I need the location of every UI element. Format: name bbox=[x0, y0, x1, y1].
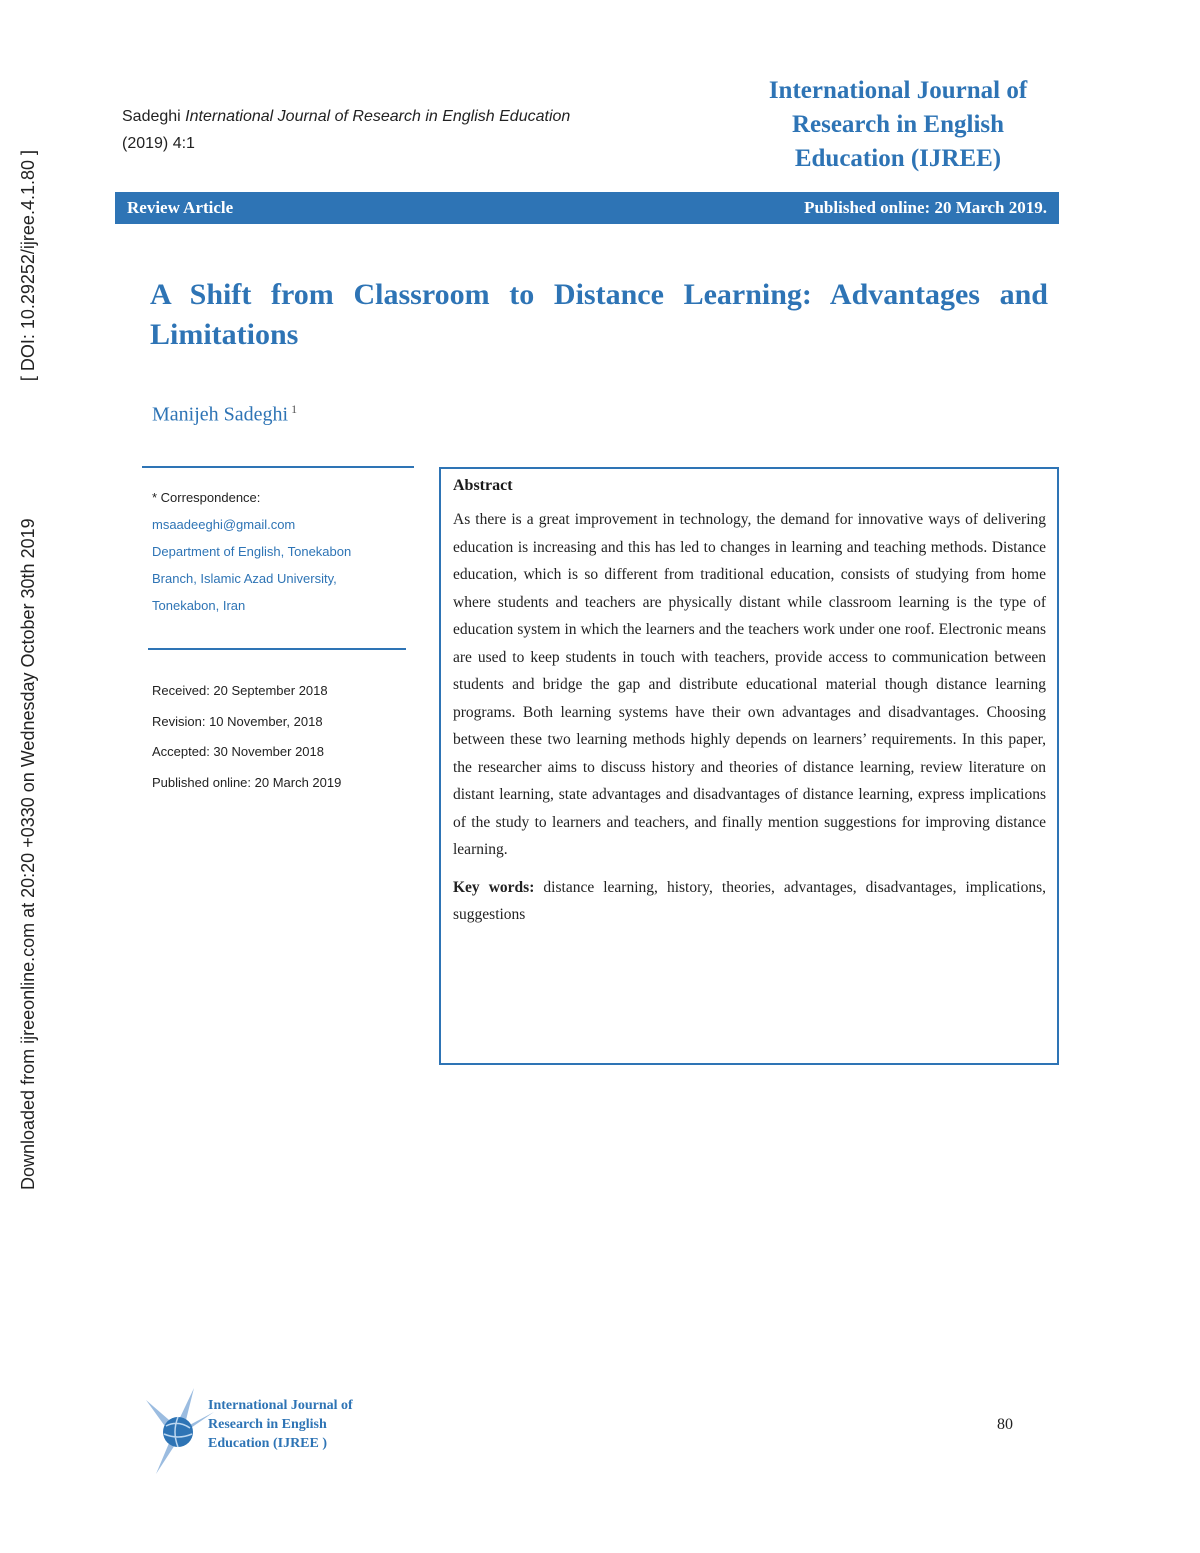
logo-line: International Journal of bbox=[208, 1398, 353, 1413]
address-line: Department of English, Tonekabon bbox=[152, 544, 352, 559]
article-dates bbox=[152, 676, 422, 798]
journal-header-line: Education (IJREE) bbox=[794, 145, 1002, 172]
received-date: Received: 20 September 2018 bbox=[152, 683, 328, 698]
article-title: A Shift from Classroom to Distance Learning: Advantages and Limitations bbox=[150, 278, 1048, 351]
citation-volume: (2019) 4:1 bbox=[122, 135, 195, 152]
divider bbox=[148, 648, 406, 650]
published-date-banner: Published online: 20 March 2019. bbox=[804, 198, 1047, 217]
address-line: Tonekabon, Iran bbox=[152, 598, 246, 613]
journal-logo bbox=[136, 1382, 376, 1482]
abstract-text: As there is a great improvement in technology, the demand for innovative ways of delivering education is increasing and this has led to changes in learning and teaching methods. Distance education, which is so different from traditional education, consists of studying from home where students and teachers are physically distant while classroom learning is the type of education system in which the learners and the teachers work under one roof. Electronic means are used to keep students in touch with teachers, provide access to communication between students and bridge the gap and distribute educational material though distance learning programs. Both learning systems have their own advantages and disadvantages. Choosing between these two learning methods highly depends on learners’ requirements. In this paper, the researcher aims to discuss history and theories of distance learning, review literature on distant learning, state advantages and disadvantages of distance learning, express implications of the study to learners and teachers, and finally mention suggestions for improving distance learning. bbox=[453, 511, 1046, 858]
download-stamp bbox=[8, 150, 48, 1190]
address-line: Branch, Islamic Azad University, bbox=[152, 571, 337, 586]
author bbox=[152, 402, 297, 427]
author-affiliation: 1 bbox=[291, 402, 298, 416]
logo-line: Research in English bbox=[208, 1417, 327, 1432]
keywords-list: distance learning, history, theories, advantages, disadvantages, implications, suggestions bbox=[453, 878, 1047, 923]
journal-header bbox=[748, 74, 1048, 176]
revision-date: Revision: 10 November, 2018 bbox=[152, 713, 323, 729]
globe-logo-icon bbox=[136, 1382, 216, 1482]
page-number: 80 bbox=[997, 1416, 1013, 1433]
accepted-date: Accepted: 30 November 2018 bbox=[152, 744, 324, 759]
abstract-box bbox=[439, 467, 1059, 1065]
journal-header-line: Research in English bbox=[791, 111, 1005, 138]
doi-notice: [ DOI: 10.29252/ijree.4.1.80 ] bbox=[18, 150, 38, 382]
author-name: Manijeh Sadeghi bbox=[152, 403, 289, 426]
correspondence-block bbox=[152, 484, 422, 619]
journal-header-line: International Journal of bbox=[768, 77, 1028, 104]
citation-journal: International Journal of Research in English Education bbox=[185, 108, 571, 125]
citation-author: Sadeghi bbox=[122, 108, 181, 125]
divider bbox=[142, 466, 414, 468]
published-date: Published online: 20 March 2019 bbox=[152, 774, 342, 790]
citation-block bbox=[122, 103, 570, 157]
logo-text bbox=[208, 1396, 353, 1453]
article-banner bbox=[115, 192, 1059, 224]
article-type: Review Article bbox=[127, 198, 234, 217]
keywords-label: Key words: bbox=[453, 878, 535, 896]
abstract-heading: Abstract bbox=[453, 477, 513, 494]
download-notice: Downloaded from ijreeonline.com at 20:20 +0330 on Wednesday October 30th 2019 bbox=[18, 518, 38, 1190]
keywords bbox=[453, 874, 1046, 928]
email-link[interactable]: msaadeeghi@gmail.com bbox=[152, 517, 296, 532]
logo-line: Education (IJREE ) bbox=[208, 1436, 328, 1451]
correspondence-label: * Correspondence: bbox=[152, 490, 261, 505]
